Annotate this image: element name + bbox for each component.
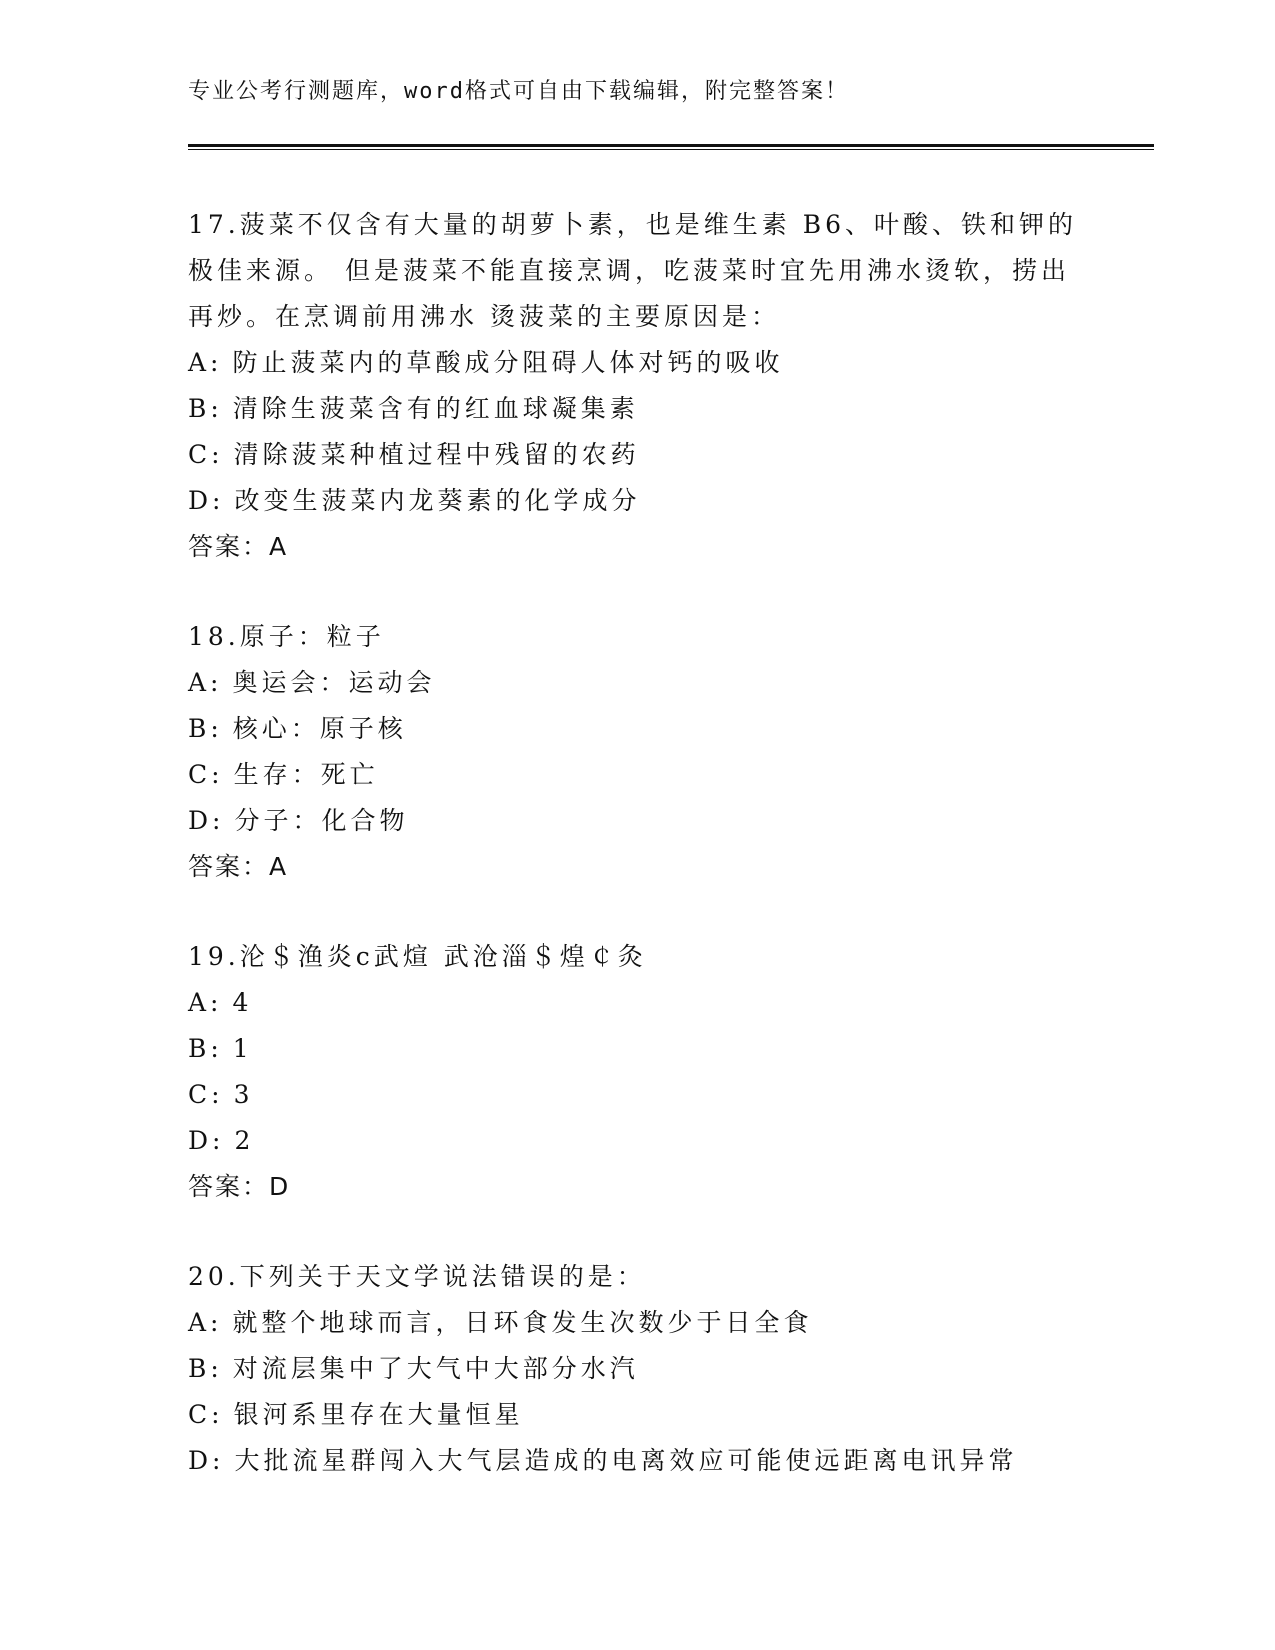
option-text: 核心：原子核 (232, 714, 407, 743)
option-b (188, 706, 1088, 752)
answer-line: 答案：D (188, 1172, 291, 1201)
question-17 (188, 202, 1088, 570)
header-rule-thin (188, 149, 1154, 150)
option-key: A: (188, 988, 223, 1017)
option-text: 生存：死亡 (233, 760, 379, 789)
question-list (188, 202, 1088, 1528)
option-key: A: (188, 668, 223, 697)
option-key: C: (188, 1080, 224, 1109)
option-key: A: (188, 348, 223, 377)
option-b (188, 386, 1088, 432)
option-text: 4 (232, 988, 253, 1017)
option-text: 清除菠菜种植过程中残留的农药 (233, 440, 640, 469)
option-text: 银河系里存在大量恒星 (233, 1400, 524, 1429)
option-key: D: (188, 486, 225, 515)
option-text: 奥运会：运动会 (232, 668, 436, 697)
page-header: 专业公考行测题库，word格式可自由下载编辑，附完整答案！ (188, 79, 849, 104)
question-text: 17.菠菜不仅含有大量的胡萝卜素，也是维生素 B6、叶酸、铁和钾的极佳来源。 但是菠菜不能直接烹调，吃菠菜时宜先用沸水烫软，捞出再炒。在烹调前用沸水 烫菠菜的主要原因是： (188, 210, 1077, 331)
question-text: 20.下列关于天文学说法错误的是： (188, 1262, 646, 1291)
question-19 (188, 934, 1088, 1210)
option-key: D: (188, 1126, 225, 1155)
option-d (188, 478, 1088, 524)
header-rule-thick (188, 144, 1154, 147)
option-text: 对流层集中了大气中大部分水汽 (232, 1354, 639, 1383)
option-b (188, 1026, 1088, 1072)
option-key: D: (188, 806, 225, 835)
option-key: D: (188, 1446, 225, 1475)
option-c (188, 432, 1088, 478)
option-c (188, 1072, 1088, 1118)
option-d (188, 798, 1088, 844)
option-key: C: (188, 440, 224, 469)
option-text: 清除生菠菜含有的红血球凝集素 (232, 394, 639, 423)
option-text: 防止菠菜内的草酸成分阻碍人体对钙的吸收 (232, 348, 784, 377)
option-key: A: (188, 1308, 223, 1337)
option-text: 1 (232, 1034, 253, 1063)
option-text: 分子：化合物 (234, 806, 409, 835)
option-a (188, 980, 1088, 1026)
question-text: 19.沦＄渔炎c武煊 武沧淄＄煌￠灸 (188, 942, 647, 971)
option-d (188, 1118, 1088, 1164)
answer-line: 答案：A (188, 532, 289, 561)
option-text: 就整个地球而言，日环食发生次数少于日全食 (232, 1308, 813, 1337)
option-key: C: (188, 1400, 224, 1429)
question-text: 18.原子：粒子 (188, 622, 385, 651)
option-b (188, 1346, 1088, 1392)
option-c (188, 752, 1088, 798)
option-text: 2 (234, 1126, 255, 1155)
option-a (188, 660, 1088, 706)
option-key: B: (188, 1034, 223, 1063)
option-text: 大批流星群闯入大气层造成的电离效应可能使远距离电讯异常 (234, 1446, 1018, 1475)
option-c (188, 1392, 1088, 1438)
option-text: 改变生菠菜内龙葵素的化学成分 (234, 486, 641, 515)
option-key: B: (188, 714, 223, 743)
question-20 (188, 1254, 1088, 1484)
option-text: 3 (233, 1080, 254, 1109)
question-18 (188, 614, 1088, 890)
answer-line: 答案：A (188, 852, 289, 881)
option-a (188, 1300, 1088, 1346)
option-key: C: (188, 760, 224, 789)
option-d (188, 1438, 1088, 1484)
option-key: B: (188, 394, 223, 423)
option-a (188, 340, 1088, 386)
option-key: B: (188, 1354, 223, 1383)
